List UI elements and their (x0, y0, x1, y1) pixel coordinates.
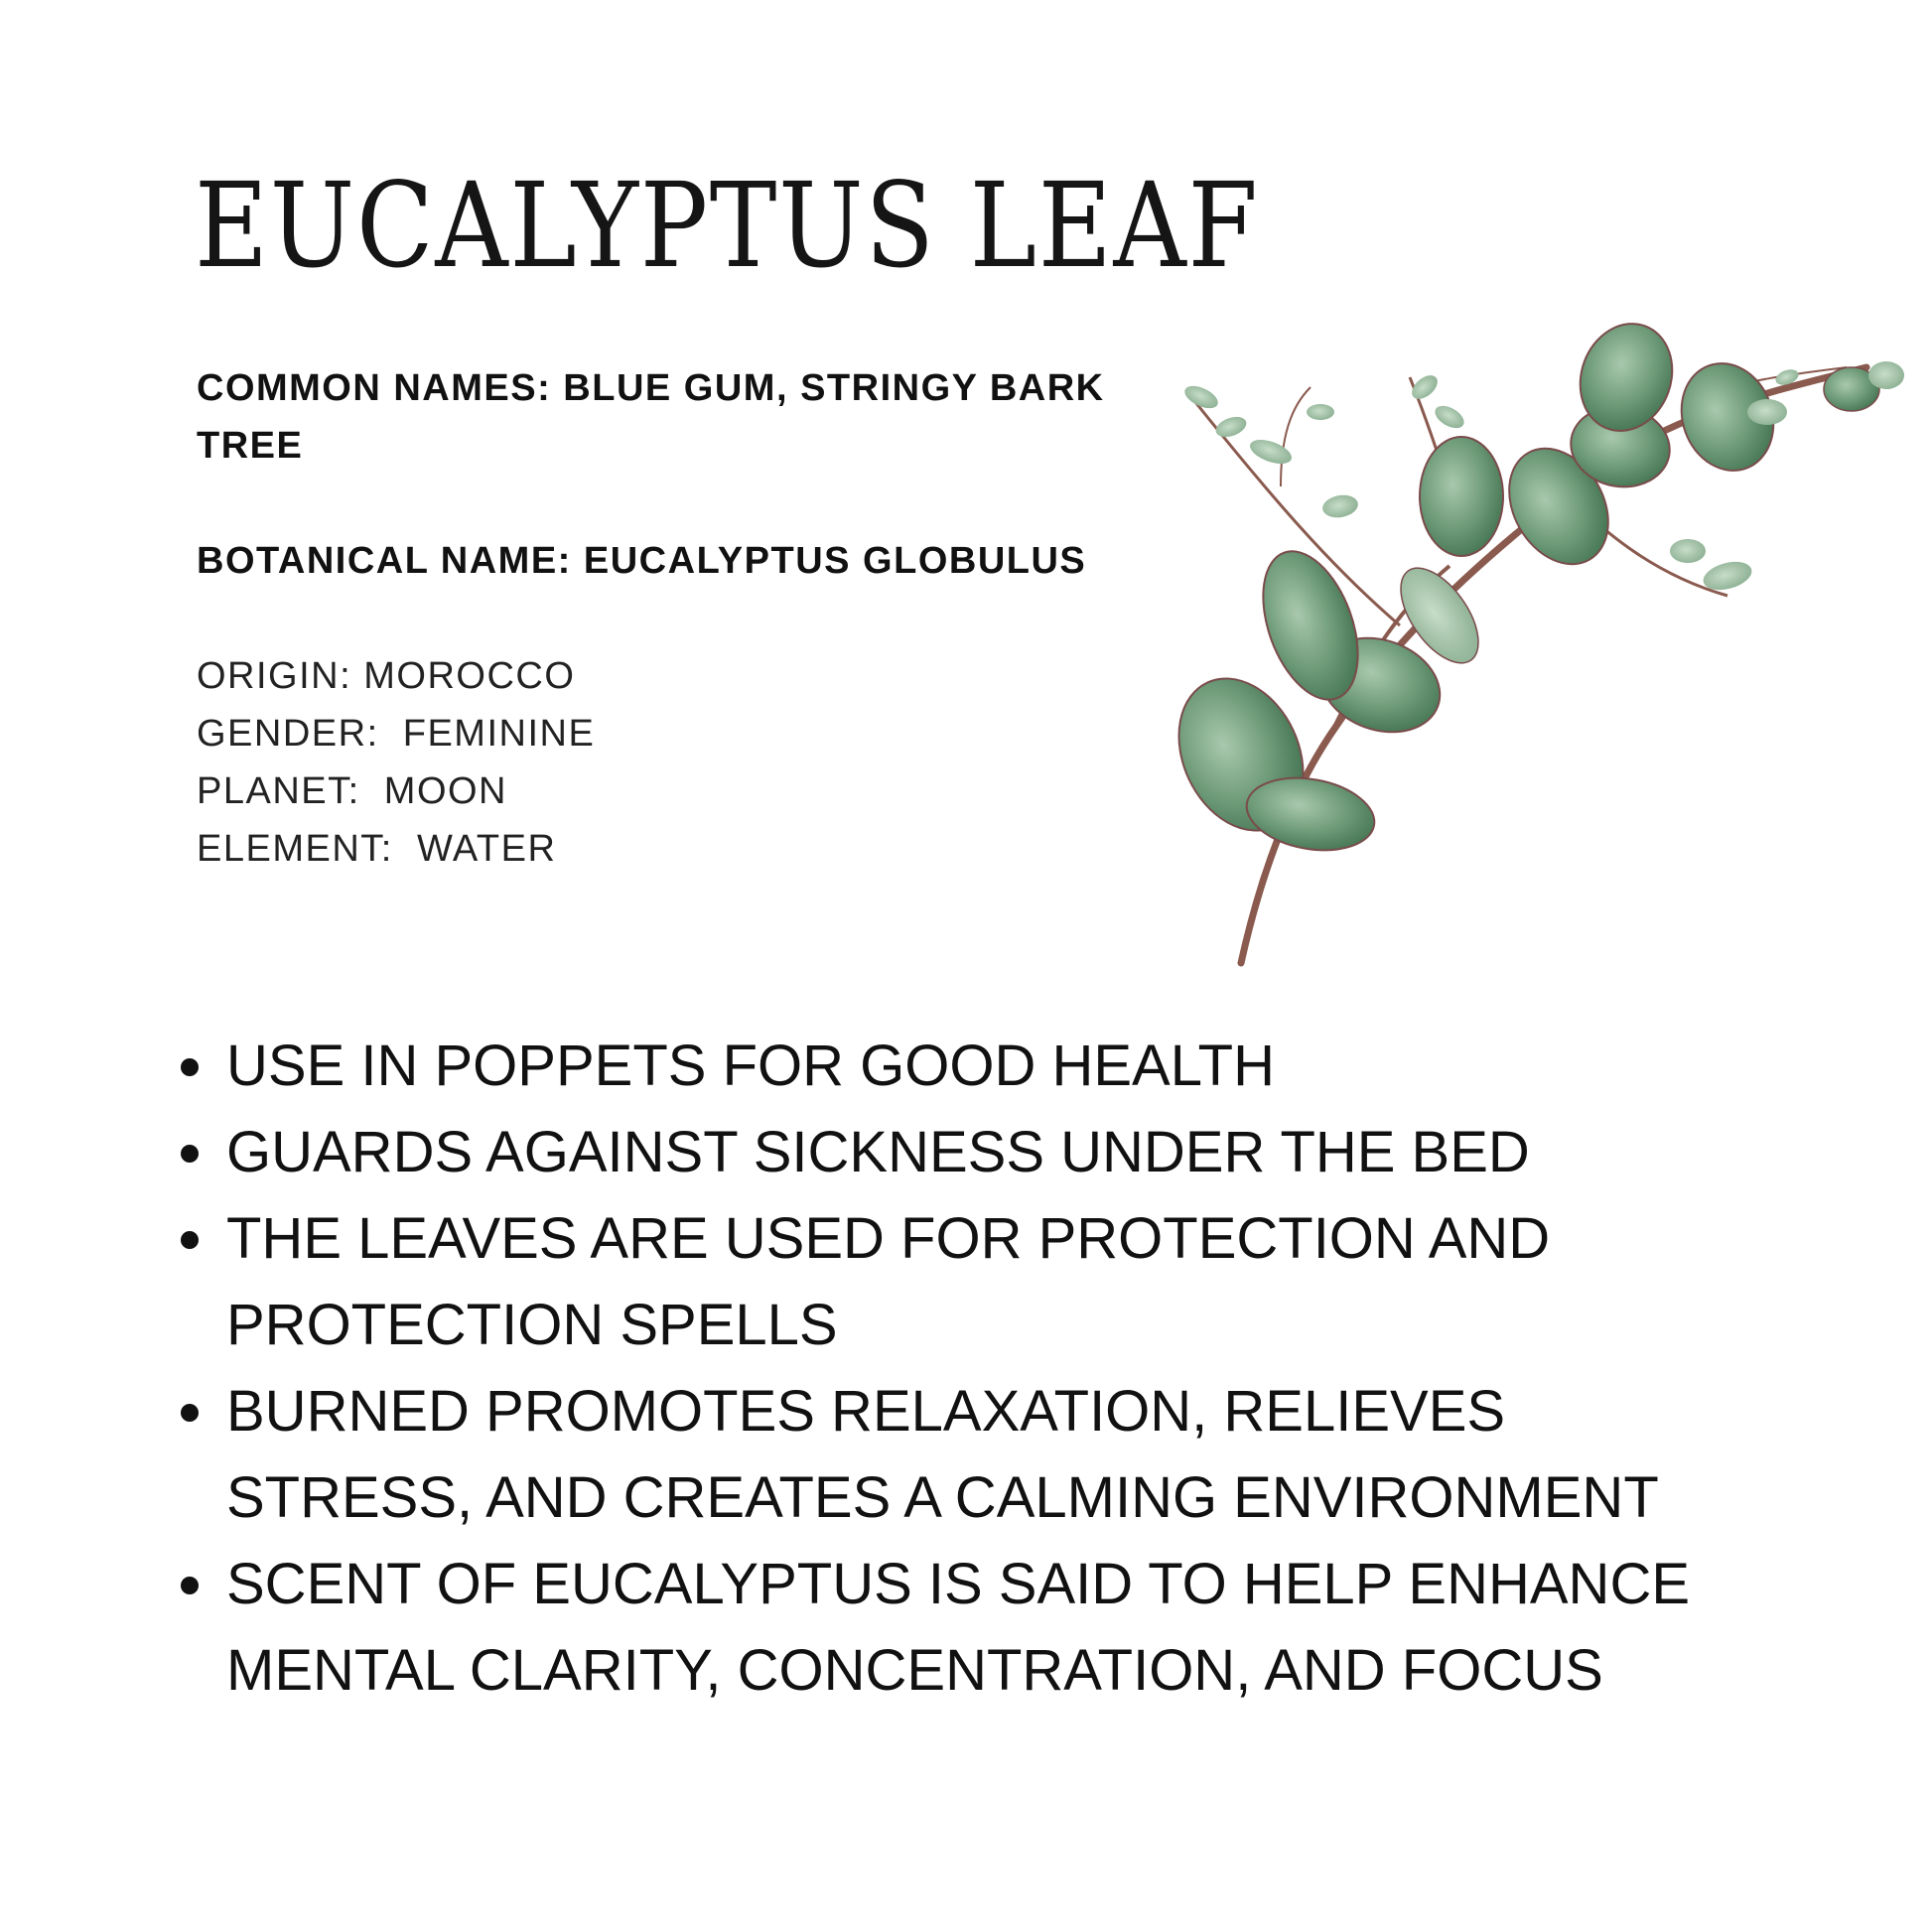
list-item (169, 1023, 1876, 1109)
list-item-text: USE IN POPPETS FOR GOOD HEALTH (226, 1034, 1275, 1098)
bullet-icon (181, 1577, 199, 1594)
bullet-icon (181, 1231, 199, 1249)
plant-info (197, 359, 1189, 878)
common-names-continued: TREE (197, 425, 304, 467)
list-item (169, 1541, 1876, 1714)
list-item-text: BURNED PROMOTES RELAXATION, RELIEVES (226, 1379, 1506, 1444)
bullet-icon (181, 1404, 199, 1422)
element: ELEMENT: WATER (197, 828, 557, 870)
list-item (169, 1368, 1876, 1541)
botanical-name: BOTANICAL NAME: EUCALYPTUS GLOBULUS (197, 540, 1087, 582)
list-item-text: SCENT OF EUCALYPTUS IS SAID TO HELP ENHANCE (226, 1552, 1691, 1616)
bullet-icon (181, 1058, 199, 1076)
gender: GENDER: FEMININE (197, 713, 596, 755)
list-item (169, 1195, 1876, 1368)
list-item (169, 1109, 1876, 1195)
common-names: COMMON NAMES: BLUE GUM, STRINGY BARK (197, 367, 1105, 409)
origin: ORIGIN: MOROCCO (197, 655, 576, 697)
list-item-text-continued: STRESS, AND CREATES A CALMING ENVIRONMENT (226, 1465, 1659, 1530)
eucalyptus-branch-icon (1172, 318, 1932, 973)
list-item-text-continued: PROTECTION SPELLS (226, 1293, 838, 1357)
list-item-text-continued: MENTAL CLARITY, CONCENTRATION, AND FOCUS (226, 1638, 1603, 1703)
planet: PLANET: MOON (197, 770, 507, 812)
bullet-icon (181, 1145, 199, 1163)
list-item-text: THE LEAVES ARE USED FOR PROTECTION AND (226, 1206, 1551, 1271)
page-title: EUCALYPTUS LEAF (195, 157, 1260, 294)
list-item-text: GUARDS AGAINST SICKNESS UNDER THE BED (226, 1120, 1530, 1184)
uses-list (169, 1023, 1876, 1714)
